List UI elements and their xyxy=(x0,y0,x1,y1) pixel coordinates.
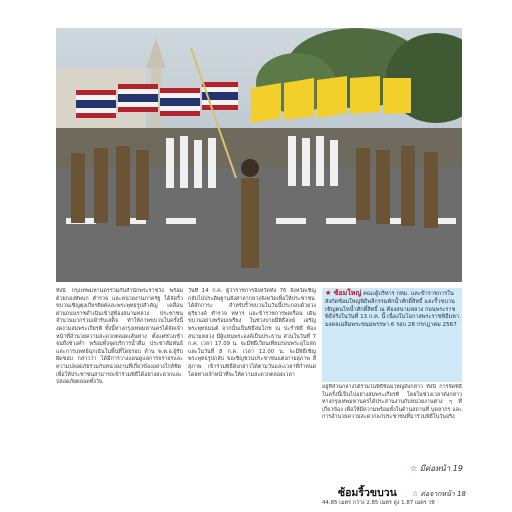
section-continued-from xyxy=(412,489,466,500)
continued-note xyxy=(410,462,463,475)
star-icon: ☆ xyxy=(410,464,418,473)
article-column-3-text: อยู่ที่ส่วนกลางได้ร่วมในพิธีซ้อมใหญ่ดังกล่าว ทั้งนี้ การจัดพิธีในครั้งนี้เป็นไปอย่างสมพระเกียรติ โดยในช่วงเวลาดังกล่าวทางกรุงเทพมหานครได้ประสานงานกับหน่วยงานต่าง ๆ ที่เกี่ยวข้อง เพื่อให้มีความพร้อมทั้งในด้านสถานที่ บุคลากร และการอำนวยความสะดวกแก่ประชาชนที่มาร่วมพิธีในวันจริง xyxy=(322,384,462,421)
article-column-3 xyxy=(322,384,462,460)
section-continued-text: ต่อจากหน้า 18 xyxy=(420,490,466,498)
article-column-2 xyxy=(188,288,316,510)
article-column-1-text: ทั้งนี้ กรุงเทพมหานครร่วมกับสำนักพระราชวัง พร้อมด้วยกองทัพบก ตำรวจ และหน่วยงานภาครัฐ ได้จัดริ้วขบวนเชิญตุงเกียรติยศและพระพุทธรูปสำคัญ เคลื่อนผ่านถนนราชดำเนินเข้าสู่ท้องสนามหลวง ประชาชนจำนวนมากร่วมเฝ้ารับเสด็จ ทำให้ภาพขบวนในครั้งนี้งดงามสมพระเกียรติ ทั้งนี้ทางกรุงเทพมหานครได้จัดเจ้าหน้าที่อำนวยความสะดวกตลอดเส้นทาง ตั้งแต่ช่วงเช้าจนถึงช่วงค่ำ พร้อมทั้งจุดบริการน้ำดื่ม ประชาสัมพันธ์และการแพทย์ฉุกเฉินในพื้นที่โดยรอบ ด้าน พ.ต.อ.ผู้รับผิดชอบ กล่าวว่า ได้มีการวางแผนดูแลการจราจรและความปลอดภัยร่วมกับหน่วยงานที่เกี่ยวข้องอย่างใกล้ชิด เพื่อให้ประชาชนสามารถเข้าร่วมพิธีได้อย่างสะดวกและปลอดภัยตลอดทั้งวัน xyxy=(56,288,183,386)
star-icon: ★ xyxy=(325,289,332,297)
parade-photo xyxy=(56,28,462,282)
section-title: ซ้อมริ้วขบวน xyxy=(338,487,397,499)
parade-photo-image xyxy=(56,28,462,282)
star-icon: ☆ xyxy=(412,490,419,498)
article-column-1 xyxy=(56,288,183,510)
highlight-callout xyxy=(322,288,462,382)
continued-text: มีต่อหน้า 19 xyxy=(419,464,463,473)
callout-body: คณะผู้บริหาร กทม. และข้าราชการในสังกัดซ้อมใหญ่พิธีพลีกรรมตักน้ำศักดิ์สิทธิ์ และริ้วขบวนเชิญคนโทน้ำศักดิ์สิทธิ์ ณ ท้องสนามหลวง ก่อนพระราชพิธีจริงในวันที่ 13 ก.ค. นี้ เนื่องในโอกาสพระราชพิธีมหามงคลเฉลิมพระชนมพรรษา 6 รอบ 28 กรกฎาคม 2567 xyxy=(325,291,460,329)
callout-heading-text: ซ้อมใหญ่ xyxy=(333,289,362,297)
callout-heading xyxy=(325,289,361,297)
article-column-2-text: วันที่ 14 ก.ค. ผู้ว่าราชการจังหวัดทั้ง 76 จังหวัดเชิญกลับไปประดิษฐานยังศาลากลางจังหวัดเพื่อให้ประชาชนได้สักการะ สำหรับริ้วขบวนในวันนี้ประกอบด้วยวงดุริยางค์ ตำรวจ ทหาร และข้าราชการพลเรือน เดินขบวนอย่างพร้อมเพรียง ในช่วงบ่ายมีพิธีสงฆ์ เจริญพระพุทธมนต์ จากนั้นเป็นพิธีสมโภช ณ ปะรำพิธี ท้องสนามหลวง มีผู้แทนพระองค์เป็นประธาน ส่วนในวันที่ 7 ก.ค. เวลา 17.09 น. จะมีพิธีเวียนเทียนรอบพระอุโบสถ และในวันที่ 8 ก.ค. เวลา 12.00 น. จะมีพิธีเชิญพระพุทธรูปกลับ ขอเชิญชวนประชาชนแต่งกายสุภาพ สีสุภาพ เข้าร่วมพิธีดังกล่าวได้ตามวันและเวลาที่กำหนด โดยทางเจ้าหน้าที่จะให้ความสะดวกตลอดเวลา xyxy=(188,288,316,378)
section-footer-text: 44.85 เมตร กว้าง 2.85 เมตร สูง 1.87 เมตร ใช้ xyxy=(322,500,435,506)
